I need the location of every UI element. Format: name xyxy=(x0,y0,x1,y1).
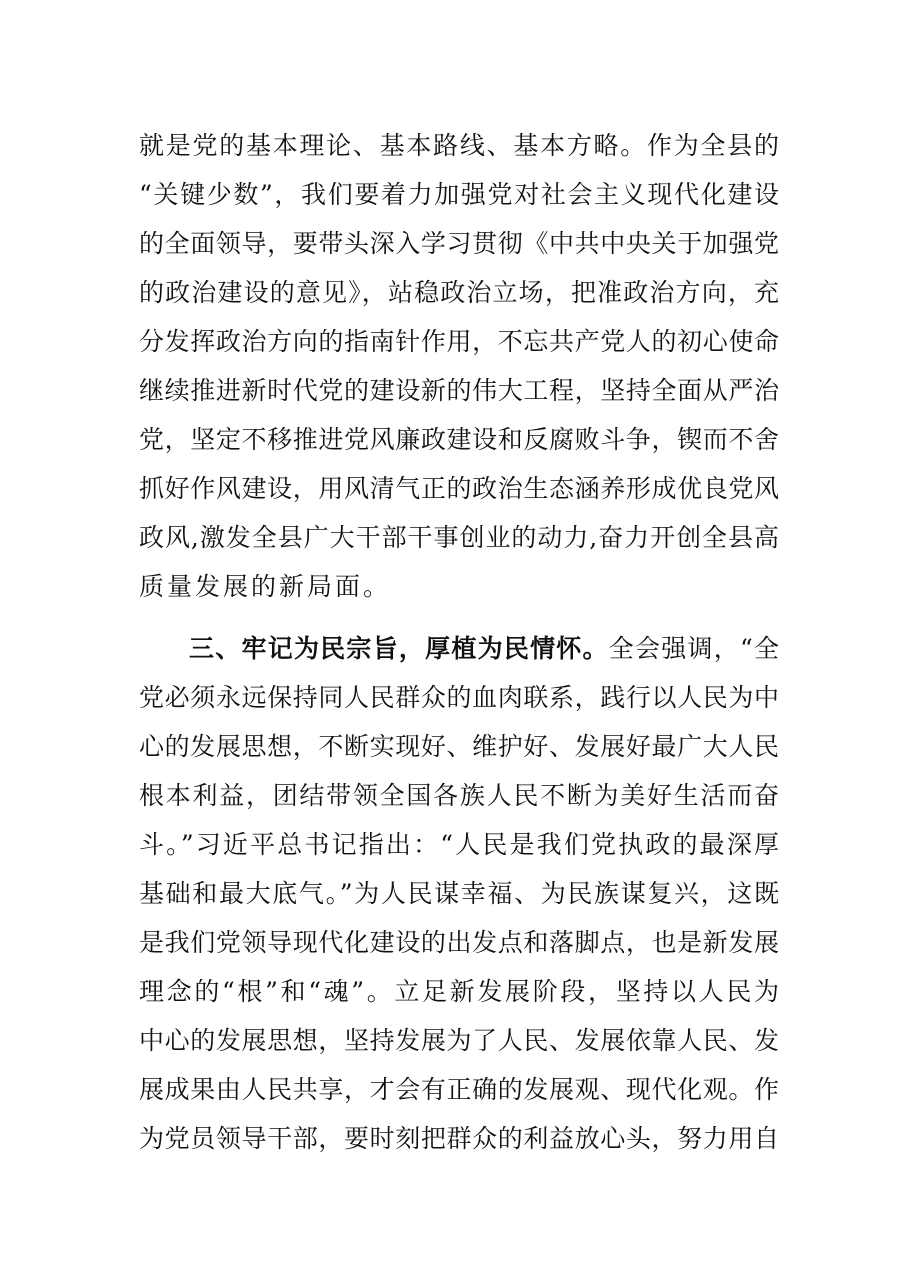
text-line: 的政治建设的意见》，站稳政治立场，把准政治方向，充 xyxy=(139,278,779,307)
text-line: 政风,激发全县广大干部干事创业的动力,奋力开创全县高 xyxy=(139,523,779,552)
text-line: 质量发展的新局面。 xyxy=(139,572,392,601)
section-heading: 三、牢记为民宗旨，厚植为民情怀。 xyxy=(189,634,609,663)
text-line: 理念的“根”和“魂”。立足新发展阶段，坚持以人民为 xyxy=(139,977,779,1006)
text-line: 分发挥政治方向的指南针作用，不忘共产党人的初心使命 xyxy=(139,327,779,356)
text-line: 党，坚定不移推进党风廉政建设和反腐败斗争，锲而不舍 xyxy=(139,425,779,454)
text-line: 展成果由人民共享，才会有正确的发展观、现代化观。作 xyxy=(139,1075,779,1104)
text-line: 的全面领导，要带头深入学习贯彻《中共中央关于加强党 xyxy=(139,229,779,258)
text-line: 为党员领导干部，要时刻把群众的利益放心头，努力用自 xyxy=(139,1124,779,1153)
text-line: 是我们党领导现代化建设的出发点和落脚点，也是新发展 xyxy=(139,928,779,957)
text-line: 就是党的基本理论、基本路线、基本方略。作为全县的 xyxy=(139,131,779,160)
text-line: 根本利益，团结带领全国各族人民不断为美好生活而奋 xyxy=(139,781,779,810)
text-line: 党必须永远保持同人民群众的血肉联系，践行以人民为中 xyxy=(139,683,779,712)
text-line: 心的发展思想，不断实现好、维护好、发展好最广大人民 xyxy=(139,732,779,761)
text-line-rest: 全会强调，“全 xyxy=(608,634,779,663)
text-line: 斗。”习近平总书记指出：“人民是我们党执政的最深厚 xyxy=(139,830,779,859)
text-line: 继续推进新时代党的建设新的伟大工程，坚持全面从严治 xyxy=(139,376,779,405)
text-line: “关键少数”，我们要着力加强党对社会主义现代化建设 xyxy=(139,180,779,209)
text-line: 抓好作风建设，用风清气正的政治生态涵养形成优良党风 xyxy=(139,474,779,503)
paragraph-heading-line xyxy=(189,629,779,669)
text-line: 中心的发展思想，坚持发展为了人民、发展依靠人民、发 xyxy=(139,1026,779,1055)
text-line: 基础和最大底气。”为人民谋幸福、为民族谋复兴，这既 xyxy=(139,879,779,908)
